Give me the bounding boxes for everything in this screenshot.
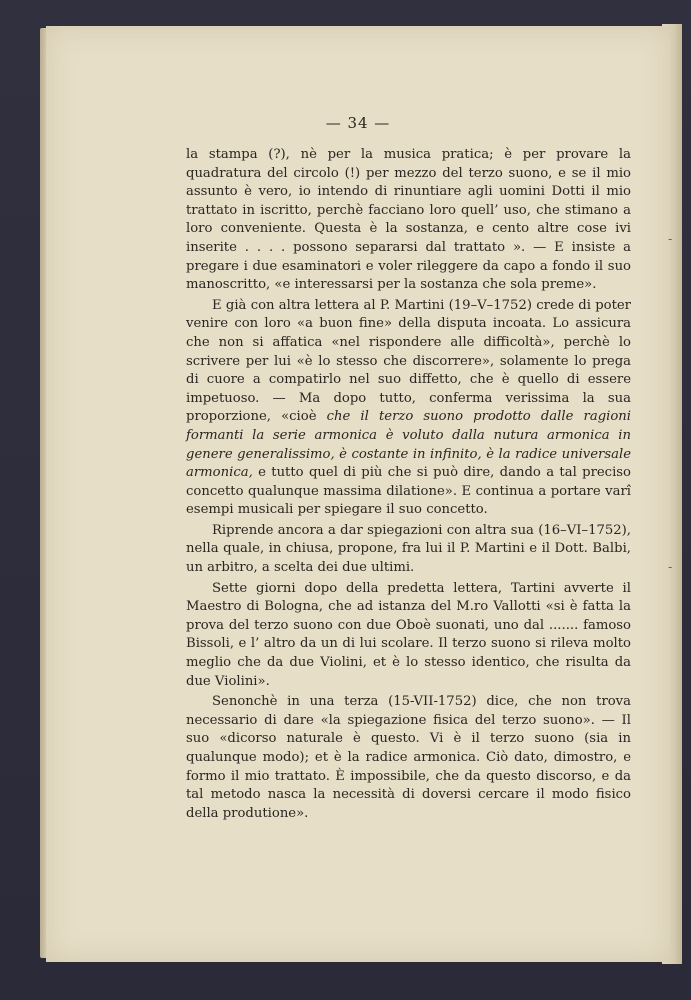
italic-text: che il terzo suono prodotto dalle ragioni formanti la serie armonica è voluto dalla nutura armonica in genere generalissimo, è costante in infinito, è la radice universale armonica, xyxy=(186,409,632,481)
text-segment: E già con altra lettera al P. Martini (19–V–1752) crede di poter venire con loro «a buon fine» della disputa incoata. Lo assicura che non si affatica «nel rispondere alle difficoltà», perchè lo scrivere per lui «è lo stesso che discorrere», solamente lo prega di cuore a compatirlo nel suo diffetto, che è quello di essere impetuoso. — Ma dopo tutto, conferma verissima la sua proporzione, «cioè xyxy=(186,297,631,425)
page-number: — 34 — xyxy=(325,114,391,132)
paragraph xyxy=(186,693,631,823)
margin-mark: - xyxy=(668,232,673,246)
text-segment: Sette giorni dopo della predetta lettera, Tartini avverte il Maestro di Bologna, che ad istanza del M.ro Vallotti «si è fatta la prova del terzo suono con due Oboè suonati, uno dal ....... famoso Bissoli, e l’ altro da un di lui scolare. Il terzo suono si rileva molto meglio che da due Violini, et è lo stesso identico, che risulta da due Violini». xyxy=(186,580,631,689)
paragraph xyxy=(186,522,631,578)
text-segment: Senonchè in una terza (15-VII-1752) dice, che non trova necessario di dare «la spiegazione fisica del terzo suono». — Il suo «dicorso naturale è questo. Vi è il terzo suono (sia in qualunque modo); et è la radice armonica. Ciò dato, dimostro, e formo il mio trattato. È impossibile, che da questo discorso, e da tal metodo nasca la necessità di doversi cercare il modo fisico della produtione». xyxy=(186,694,631,821)
text-segment: e tutto quel di più che si può dire, dando a tal preciso concetto qualunque massima dilatione». E continua a portare varî esempi musicali per spiegare il suo concetto. xyxy=(186,465,631,518)
margin-mark: - xyxy=(668,560,673,574)
text-segment: Riprende ancora a dar spiegazioni con altra sua (16–VI–1752), nella quale, in chiusa, propone, fra lui il P. Martini e il Dott. Balbi, un arbitro, a scelta dei due ultimi. xyxy=(186,522,631,576)
page-body-text xyxy=(186,146,631,825)
paragraph xyxy=(186,297,631,520)
book-page xyxy=(46,26,673,962)
text-segment: la stampa (?), nè per la musica pratica; è per provare la quadratura del circolo (!) per mezzo del terzo suono, e se il mio assunto è vero, io intendo di rinuntiare agli uomini Dotti il mio trattato in iscritto, perchè facciano loro quell’ uso, che stimano a loro conveniente. Questa è la sostanza, e cento altre cose ivi inserite . . . . possono separarsi dal trattato ». — E insiste a pregare i due esaminatori e voler rileggere da capo a fondo il suo manoscritto, «e interessarsi per la sostanza che sola preme». xyxy=(186,147,631,293)
paragraph xyxy=(186,146,631,295)
paragraph xyxy=(186,580,631,692)
